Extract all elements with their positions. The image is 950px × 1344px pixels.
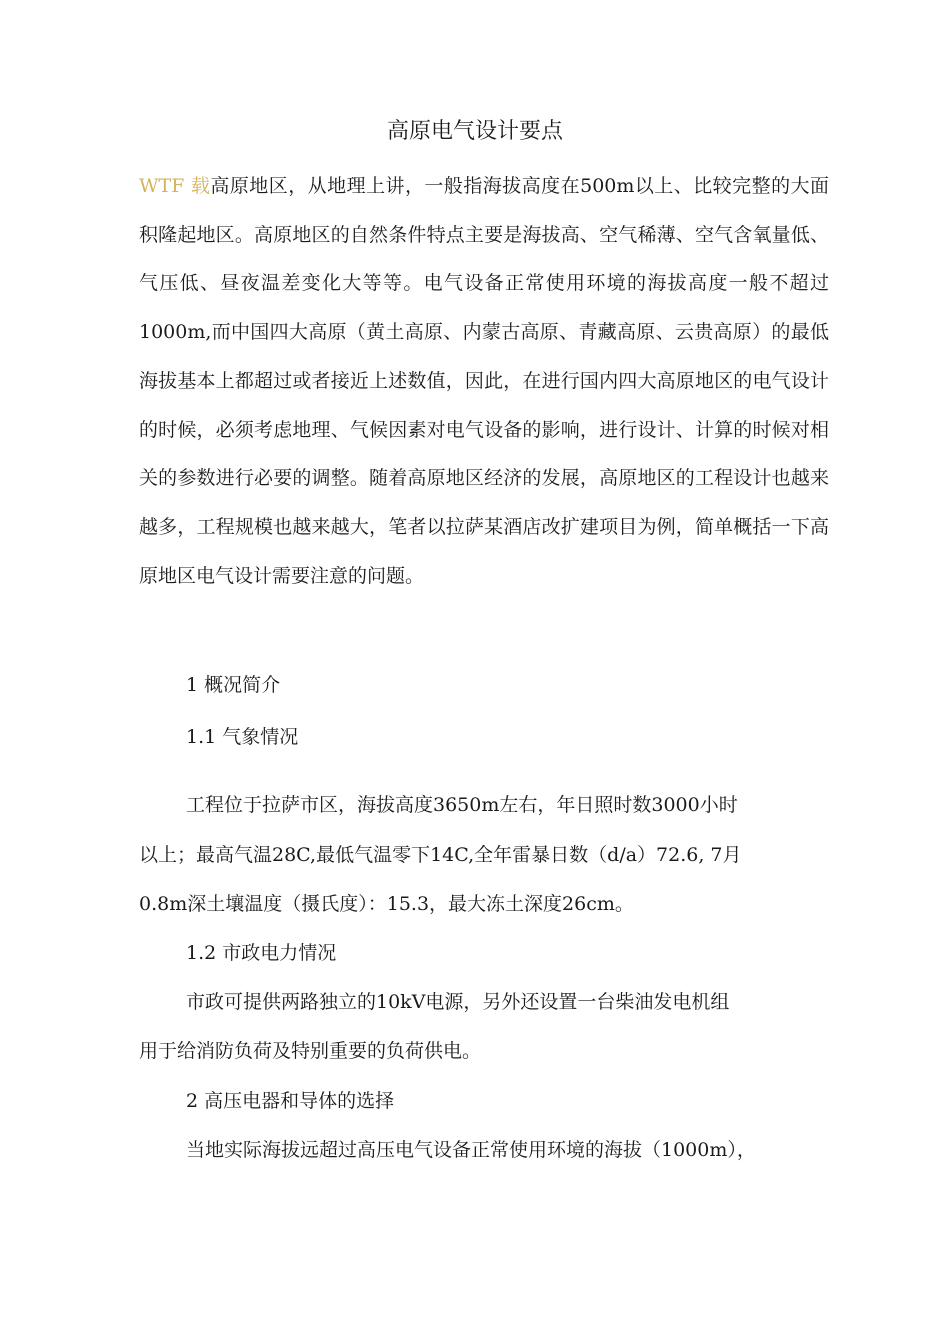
weather-line-2: 以上；最高气温28C,最低气温零下14C,全年雷暴日数（d/a）72.6, 7月 [139,844,742,866]
weather-line-3: 0.8m深土壤温度（摄氏度）：15.3，最大冻土深度26cm。 [139,893,634,915]
section-1-2-heading: 1.2 市政电力情况 [186,942,337,964]
section-1-1-heading: 1.1 气象情况 [186,726,299,748]
power-line-1: 市政可提供两路独立的10kV电源，另外还设置一台柴油发电机组 [186,991,730,1013]
power-line-2: 用于给消防负荷及特别重要的负荷供电。 [139,1040,482,1062]
section-2-heading: 2 高压电器和导体的选择 [186,1090,395,1112]
watermark-prefix: WTF 载 [139,175,211,197]
intro-paragraph [139,162,829,600]
weather-line-1: 工程位于拉萨市区，海拔高度3650m左右，年日照时数3000小时 [186,794,738,816]
section-1-heading: 1 概况简介 [186,674,281,696]
intro-text: 高原地区，从地理上讲，一般指海拔高度在500m以上、比较完整的大面积隆起地区。高原地区的自然条件特点主要是海拔高、空气稀薄、空气含氧量低、气压低、昼夜温差变化大等等。电气设备正常使用环境的海拔高度一般不超过1000m,而中国四大高原（黄土高原、内蒙古高原、青藏高原、云贵高原）的最低海拔基本上都超过或者接近上述数值，因此，在进行国内四大高原地区的电气设计的时候，必须考虑地理、气候因素对电气设备的影响，进行设计、计算的时候对相关的参数进行必要的调整。随着高原地区经济的发展，高原地区的工程设计也越来越多，工程规模也越来越大，笔者以拉萨某酒店改扩建项目为例，简单概括一下高原地区电气设计需要注意的问题。 [139,175,829,587]
document-title: 高原电气设计要点 [386,119,563,144]
section-2-line-1: 当地实际海拔远超过高压电气设备正常使用环境的海拔（1000m）， [186,1139,756,1161]
